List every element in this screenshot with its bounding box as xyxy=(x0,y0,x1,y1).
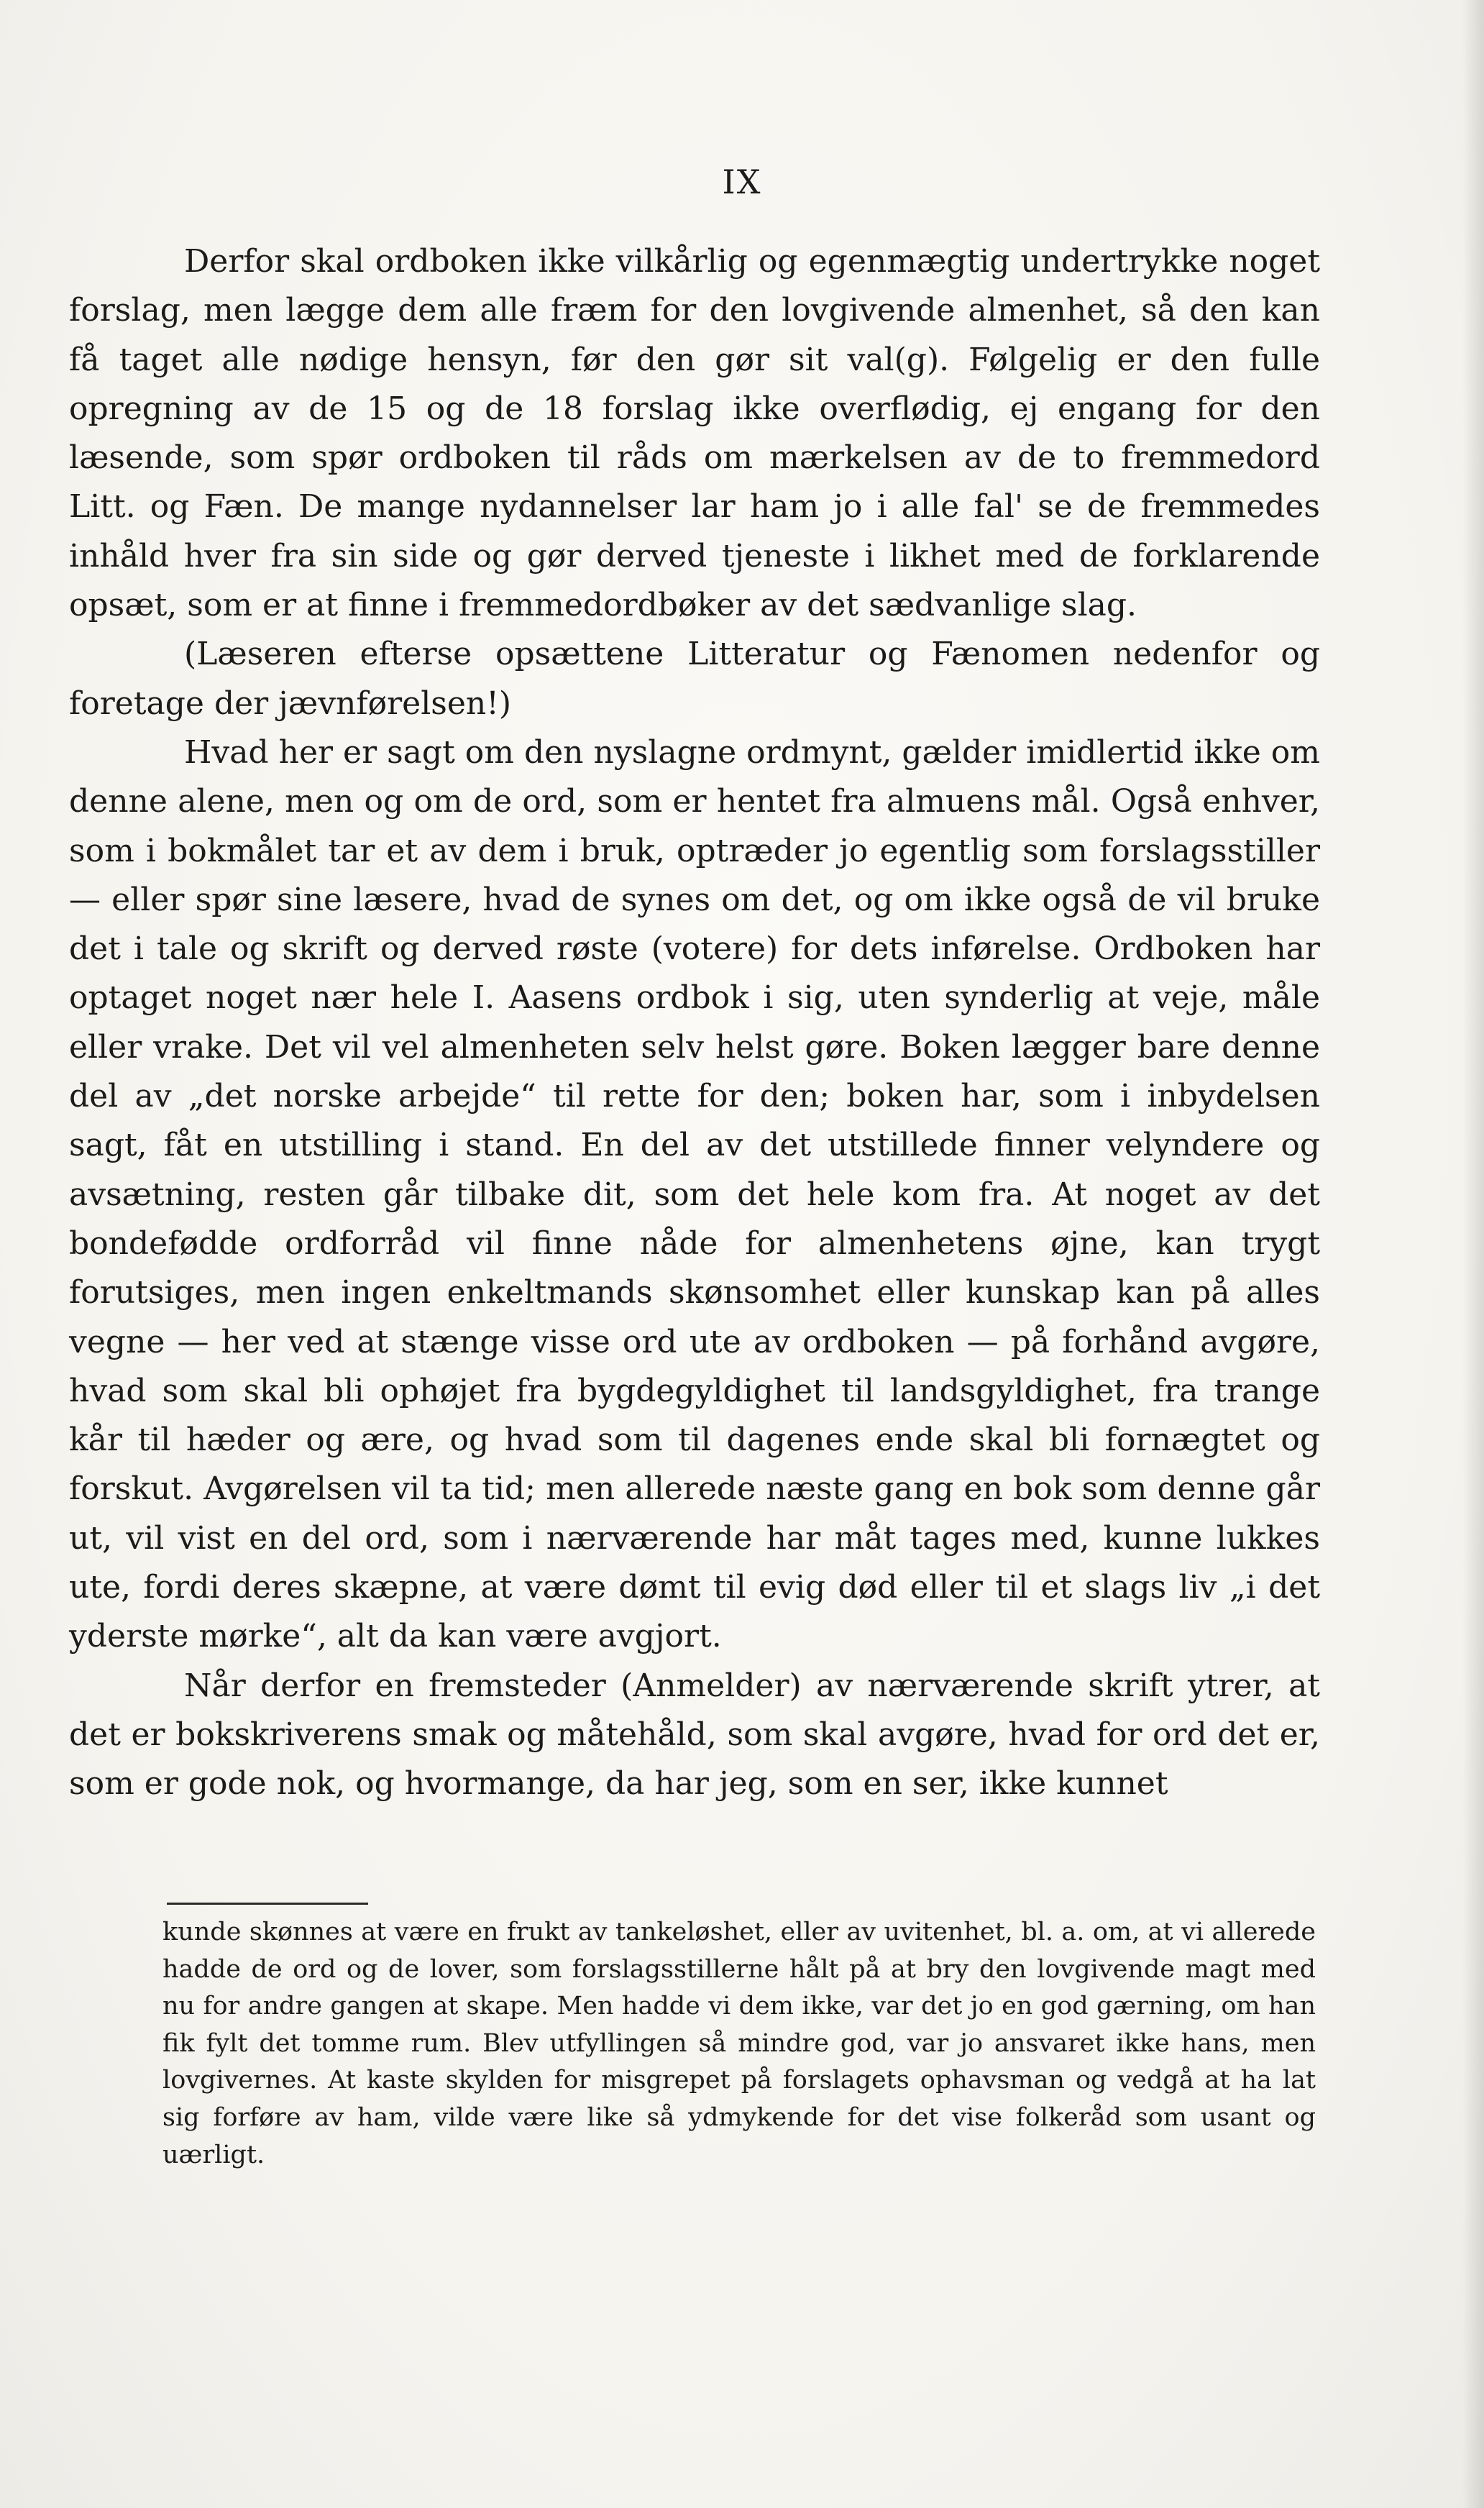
paragraph: Derfor skal ordboken ikke vilkårlig og egenmægtig undertrykke noget forslag, men lægge dem alle fræm for den lovgivende almenhet, så den kan få taget alle nødige hensyn, før den gør sit val(g). Følgelig er den fulle opregning av de 15 og de 18 forslag ikke overflødig, ej engang for den læsende, som spør ordboken til råds om mærkelsen av de to fremmedord Litt. og Fæn. De mange nydannelser lar ham jo i alle fal' se de fremmedes inhåld hver fra sin side og gør derved tjeneste i likhet med de forklarende opsæt, som er at finne i fremmedordbøker av det sædvanlige slag. xyxy=(69,243,1320,624)
paragraph: Når derfor en fremsteder (Anmelder) av nærværende skrift ytrer, at det er bokskriverens smak og måtehåld, som skal avgøre, hvad for ord det er, som er gode nok, og hvormange, da har jeg, som en ser, ikke kunnet xyxy=(69,1667,1320,1803)
footnote-text: kunde skønnes at være en frukt av tankeløshet, eller av uvitenhet, bl. a. om, at vi allerede hadde de ord og de lover, som forslagsstillerne hålt på at bry den lovgivende magt med nu for andre gangen at skape. Men hadde vi dem ikke, var det jo en god gærning, om han fik fylt det tomme rum. Blev utfyllingen så mindre god, var jo ansvaret ikke hans, men lovgivernes. At kaste skylden for misgrepet på forslagets ophavsman og vedgå at ha lat sig forføre av ham, vilde være like så ydmykende for det vise folkeråd som usant og uærligt. xyxy=(162,1918,1316,2169)
paragraph: (Læseren efterse opsættene Litteratur og Fænomen nedenfor og foretage der jævnførelsen!) xyxy=(69,636,1320,722)
footnote xyxy=(162,1914,1316,2174)
page-number: IX xyxy=(722,163,762,201)
paragraph: Hvad her er sagt om den nyslagne ordmynt, gælder imidlertid ikke om denne alene, men og om de ord, som er hentet fra almuens mål. Også enhver, som i bokmålet tar et av dem i bruk, optræder jo egentlig som forslagsstiller — eller spør sine læsere, hvad de synes om det, og om ikke også de vil bruke det i tale og skrift og derved røste (votere) for dets inførelse. Ordboken har optaget noget nær hele I. Aasens ordbok i sig, uten synderlig at veje, måle eller vrake. Det vil vel almenheten selv helst gøre. Boken lægger bare denne del av „det norske arbejde“ til rette for den; boken har, som i inbydelsen sagt, fåt en utstilling i stand. En del av det utstillede finner velyndere og avsætning, resten går tilbake dit, som det hele kom fra. At noget av det bondefødde ordforråd vil finne nåde for almenhetens øjne, kan trygt forutsiges, men ingen enkeltmands skønsomhet eller kunskap kan på alles vegne — her ved at stænge visse ord ute av ordboken — på forhånd avgøre, hvad som skal bli ophøjet fra bygdegyldighet til landsgyldighet, fra trange kår til hæder og ære, og hvad som til dagenes ende skal bli fornægtet og forskut. Avgørelsen vil ta tid; men allerede næste gang en bok som denne går ut, vil vist en del ord, som i nærværende har måt tages med, kunne lukkes ute, fordi deres skæpne, at være dømt til evig død eller til et slags liv „i det yderste mørke“, alt da kan være avgjort. xyxy=(69,733,1320,1655)
footnote-divider xyxy=(167,1903,368,1905)
main-text xyxy=(69,237,1320,1809)
page-edge-shadow xyxy=(1462,0,1484,2508)
